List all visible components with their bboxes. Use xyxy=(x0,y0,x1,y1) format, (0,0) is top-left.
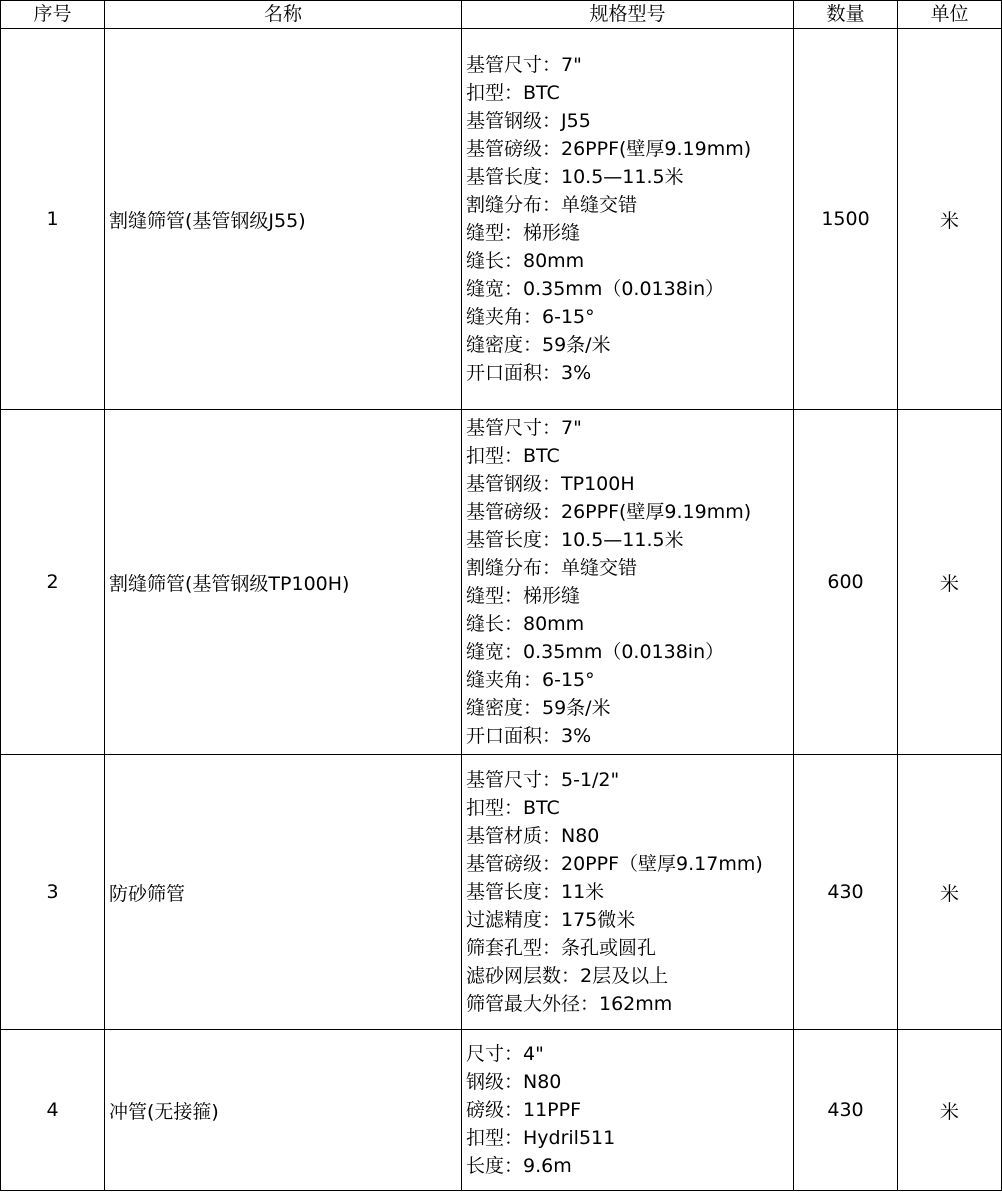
spec-line: 基管长度：11米 xyxy=(466,881,605,903)
header-name: 名称 xyxy=(105,1,462,29)
spec-line: 缝密度：59条/米 xyxy=(466,334,611,356)
row-spec xyxy=(462,29,794,410)
row-unit: 米 xyxy=(898,755,1002,1030)
row-unit: 米 xyxy=(898,410,1002,755)
table-row xyxy=(1,755,1002,1030)
spec-line: 基管磅级：20PPF（壁厚9.17mm) xyxy=(466,853,763,875)
row-index: 4 xyxy=(1,1030,105,1191)
spec-line: 缝夹角：6-15° xyxy=(466,306,595,328)
row-name: 冲管(无接箍) xyxy=(105,1030,462,1191)
spec-line: 缝长：80mm xyxy=(466,250,585,272)
spec-line: 基管磅级：26PPF(壁厚9.19mm) xyxy=(466,501,752,523)
table-row xyxy=(1,410,1002,755)
spec-line: 缝密度：59条/米 xyxy=(466,697,611,719)
spec-line: 割缝分布：单缝交错 xyxy=(466,194,638,216)
spec-line: 尺寸：4" xyxy=(466,1043,544,1065)
spec-line: 基管长度：10.5—11.5米 xyxy=(466,166,684,188)
row-unit: 米 xyxy=(898,1030,1002,1191)
spec-line: 扣型：BTC xyxy=(466,797,560,819)
row-quantity: 430 xyxy=(794,755,898,1030)
spec-line: 扣型：Hydril511 xyxy=(466,1127,616,1149)
spec-line: 缝宽：0.35mm（0.0138in） xyxy=(466,278,725,300)
row-quantity: 430 xyxy=(794,1030,898,1191)
spec-line: 筛管最大外径：162mm xyxy=(466,993,673,1015)
header-unit: 单位 xyxy=(898,1,1002,29)
spec-line: 滤砂网层数：2层及以上 xyxy=(466,965,669,987)
spec-line: 筛套孔型：条孔或圆孔 xyxy=(466,937,657,959)
spec-line: 过滤精度：175微米 xyxy=(466,909,636,931)
table-row xyxy=(1,1030,1002,1191)
row-unit: 米 xyxy=(898,29,1002,410)
row-name: 防砂筛管 xyxy=(105,755,462,1030)
header-index: 序号 xyxy=(1,1,105,29)
header-spec: 规格型号 xyxy=(462,1,794,29)
spec-line: 基管材质：N80 xyxy=(466,825,600,847)
spec-line: 缝型：梯形缝 xyxy=(466,222,581,244)
spec-line: 缝型：梯形缝 xyxy=(466,585,581,607)
spec-line: 扣型：BTC xyxy=(466,445,560,467)
row-index: 2 xyxy=(1,410,105,755)
row-quantity: 600 xyxy=(794,410,898,755)
spec-line: 基管尺寸：7" xyxy=(466,54,582,76)
spec-line: 长度：9.6m xyxy=(466,1155,572,1177)
row-spec xyxy=(462,1030,794,1191)
spec-line: 割缝分布：单缝交错 xyxy=(466,557,638,579)
row-quantity: 1500 xyxy=(794,29,898,410)
spec-line: 钢级：N80 xyxy=(466,1071,562,1093)
header-quantity: 数量 xyxy=(794,1,898,29)
row-name: 割缝筛管(基管钢级J55) xyxy=(105,29,462,410)
header-row xyxy=(1,1,1002,29)
row-index: 1 xyxy=(1,29,105,410)
spec-line: 基管尺寸：5-1/2" xyxy=(466,769,620,791)
spec-line: 缝长：80mm xyxy=(466,613,585,635)
spec-line: 缝宽：0.35mm（0.0138in） xyxy=(466,641,725,663)
spec-line: 基管钢级：TP100H xyxy=(466,473,635,495)
spec-line: 基管尺寸：7" xyxy=(466,417,582,439)
spec-line: 开口面积：3% xyxy=(466,362,592,384)
row-spec xyxy=(462,410,794,755)
row-name: 割缝筛管(基管钢级TP100H) xyxy=(105,410,462,755)
spec-line: 磅级：11PPF xyxy=(466,1099,582,1121)
spec-line: 基管磅级：26PPF(壁厚9.19mm) xyxy=(466,138,752,160)
spec-line: 基管长度：10.5—11.5米 xyxy=(466,529,684,551)
row-index: 3 xyxy=(1,755,105,1030)
spec-line: 缝夹角：6-15° xyxy=(466,669,595,691)
row-spec xyxy=(462,755,794,1030)
spec-line: 开口面积：3% xyxy=(466,725,592,747)
spec-line: 扣型：BTC xyxy=(466,82,560,104)
table-row xyxy=(1,29,1002,410)
spec-line: 基管钢级：J55 xyxy=(466,110,591,132)
